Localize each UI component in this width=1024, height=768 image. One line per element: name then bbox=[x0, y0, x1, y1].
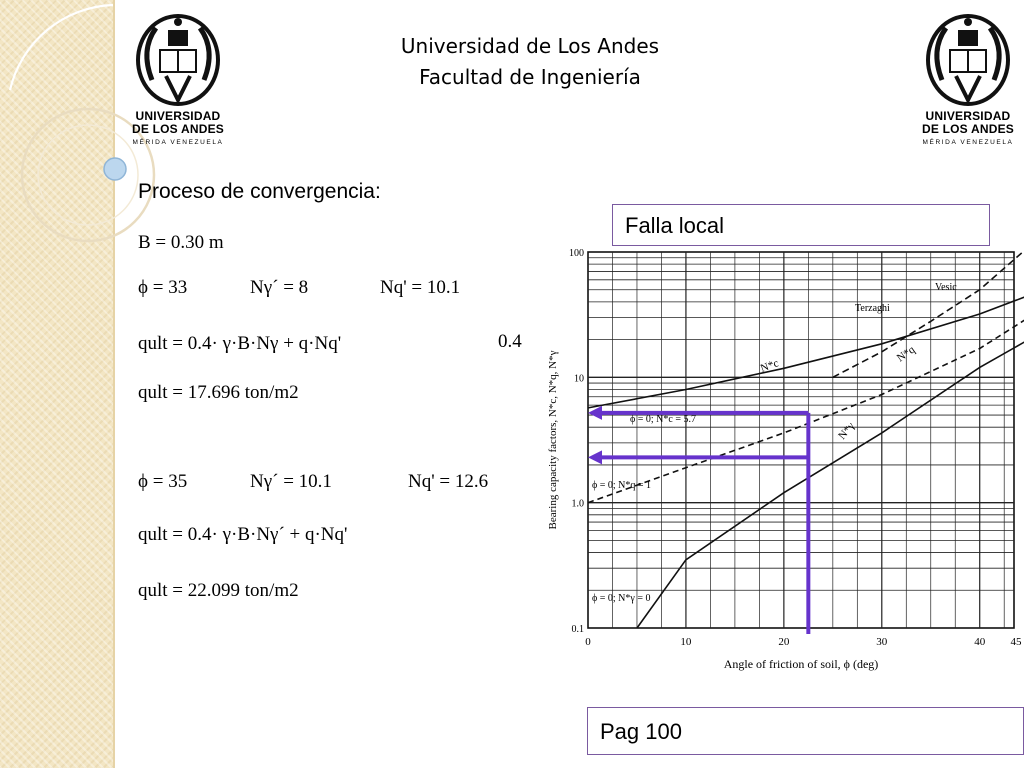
faculty-title: Facultad de Ingeniería bbox=[419, 65, 641, 89]
label-nc: N*c bbox=[758, 357, 781, 375]
y-tick-label: 10 bbox=[574, 373, 584, 385]
eq-nq-12-6: Nq' = 12.6 bbox=[408, 471, 489, 492]
falla-local-box: Falla local bbox=[612, 204, 990, 246]
eq-qult-formula-1: qult = 0.4· γ·B·Nγ + q·Nq' bbox=[138, 333, 342, 354]
y-tick-label: 1.0 bbox=[571, 498, 584, 510]
logo-text-line3: MÉRIDA VENEZUELA bbox=[132, 139, 224, 146]
eq-phi-33: ϕ = 33 bbox=[138, 277, 188, 298]
annotation-vesic: Vesic bbox=[935, 282, 957, 293]
eq-nq-10-1: Nq' = 10.1 bbox=[380, 277, 461, 298]
logo-text-line2: DE LOS ANDES bbox=[132, 122, 224, 136]
eq-qult-result-1: qult = 17.696 ton/m2 bbox=[138, 382, 299, 403]
eq-qult-formula-2: qult = 0.4· γ·B·Nγ´ + q·Nq' bbox=[138, 524, 348, 545]
x-axis-label: Angle of friction of soil, ϕ (deg) bbox=[723, 657, 879, 671]
y-axis-label: Bearing capacity factors, N*c, N*q, N*γ bbox=[547, 350, 559, 530]
annotation-phi0-nq: ϕ = 0; N*q = 1 bbox=[592, 480, 652, 491]
x-tick-label: 0 bbox=[585, 636, 591, 648]
label-ngamma: N*γ bbox=[836, 420, 858, 442]
label-nq: N*q bbox=[894, 343, 918, 365]
eq-phi-35: ϕ = 35 bbox=[138, 471, 188, 492]
y-tick-label: 100 bbox=[569, 248, 584, 259]
annotation-terzaghi: Terzaghi bbox=[855, 303, 890, 314]
eq-ngamma-8: Nγ´ = 8 bbox=[250, 277, 309, 298]
page-reference-box: Pag 100 bbox=[587, 707, 1024, 755]
eq-qult-result-2: qult = 22.099 ton/m2 bbox=[138, 580, 299, 601]
x-tick-label: 10 bbox=[680, 636, 692, 648]
logo-text-line1: UNIVERSIDAD bbox=[135, 109, 221, 123]
university-title: Universidad de Los Andes bbox=[400, 34, 660, 58]
x-tick-label: 20 bbox=[778, 636, 790, 648]
eq-trailing-value: 0.4 bbox=[498, 331, 522, 352]
logo-text-line2: DE LOS ANDES bbox=[922, 122, 1014, 136]
y-tick-label: 0.1 bbox=[571, 624, 584, 635]
x-tick-label: 45 bbox=[1010, 636, 1022, 648]
eq-ngamma-10-1: Nγ´ = 10.1 bbox=[250, 471, 332, 492]
logo-text-line1: UNIVERSIDAD bbox=[925, 109, 1011, 123]
x-tick-label: 30 bbox=[876, 636, 888, 648]
annotation-phi0-nc: ϕ = 0; N*c = 5.7 bbox=[630, 414, 696, 425]
section-title: Proceso de convergencia: bbox=[138, 180, 381, 203]
logo-text-line3: MÉRIDA VENEZUELA bbox=[922, 139, 1014, 146]
eq-b-value: B = 0.30 m bbox=[138, 232, 224, 253]
annotation-phi0-ngamma: ϕ = 0; N*γ = 0 bbox=[592, 593, 651, 604]
x-tick-label: 40 bbox=[974, 636, 986, 648]
